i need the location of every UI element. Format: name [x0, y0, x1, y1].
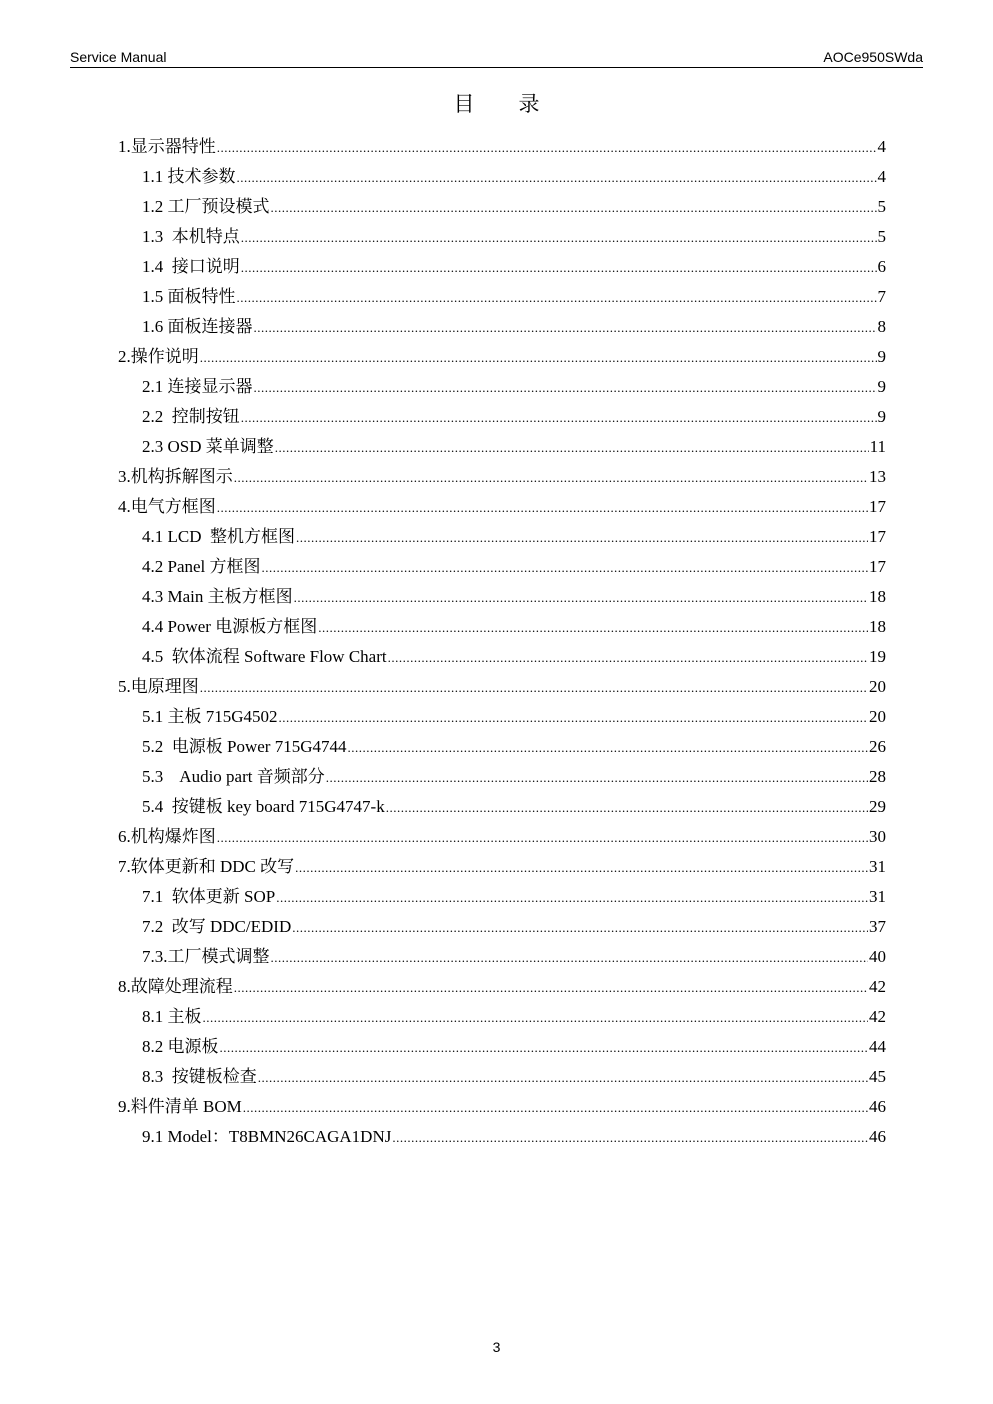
toc-subsection-entry[interactable]	[118, 1124, 886, 1154]
toc-subsection-entry[interactable]	[118, 644, 886, 674]
toc-entry-page-number: 4	[877, 137, 886, 156]
table-of-contents	[118, 134, 886, 1154]
toc-entry-label: 5.电原理图	[118, 677, 199, 696]
toc-dot-leader	[386, 795, 868, 821]
toc-dot-leader	[200, 345, 877, 371]
toc-section-entry[interactable]	[118, 134, 886, 164]
toc-subsection-entry[interactable]	[118, 194, 886, 224]
toc-dot-leader	[271, 195, 877, 221]
toc-subsection-entry[interactable]	[118, 704, 886, 734]
toc-entry-label: 7.1 软体更新 SOP	[142, 887, 276, 906]
toc-entry-page-number: 9	[877, 347, 886, 366]
toc-subsection-entry[interactable]	[118, 434, 886, 464]
toc-section-entry[interactable]	[118, 1094, 886, 1124]
toc-entry-page-number: 20	[869, 677, 886, 696]
toc-entry-page-number: 5	[877, 227, 886, 246]
toc-entry-label: 4.3 Main 主板方框图	[142, 587, 293, 606]
toc-dot-leader	[258, 1065, 868, 1091]
toc-entry-label: 8.1 主板	[142, 1007, 202, 1026]
toc-subsection-entry[interactable]	[118, 884, 886, 914]
toc-entry-page-number: 7	[877, 287, 886, 306]
toc-entry-label: 8.故障处理流程	[118, 977, 233, 996]
toc-dot-leader	[271, 945, 869, 971]
toc-entry-page-number: 29	[869, 797, 886, 816]
toc-entry-page-number: 11	[869, 437, 886, 456]
toc-dot-leader	[262, 555, 868, 581]
toc-section-entry[interactable]	[118, 824, 886, 854]
toc-entry-label: 1.3 本机特点	[142, 227, 240, 246]
toc-subsection-entry[interactable]	[118, 914, 886, 944]
toc-dot-leader	[279, 705, 868, 731]
toc-entry-page-number: 44	[869, 1037, 886, 1056]
toc-dot-leader	[234, 465, 868, 491]
toc-entry-label: 1.2 工厂预设模式	[142, 197, 270, 216]
toc-entry-page-number: 5	[877, 197, 886, 216]
toc-dot-leader	[220, 1035, 869, 1061]
toc-entry-label: 1.5 面板特性	[142, 287, 236, 306]
toc-entry-page-number: 8	[877, 317, 886, 336]
toc-dot-leader	[241, 255, 877, 281]
toc-dot-leader	[275, 435, 869, 461]
toc-entry-page-number: 13	[869, 467, 886, 486]
toc-entry-page-number: 42	[869, 977, 886, 996]
toc-dot-leader	[295, 855, 868, 881]
toc-entry-page-number: 20	[869, 707, 886, 726]
toc-entry-label: 5.2 电源板 Power 715G4744	[142, 737, 347, 756]
toc-entry-page-number: 17	[869, 527, 886, 546]
toc-subsection-entry[interactable]	[118, 164, 886, 194]
toc-entry-page-number: 46	[869, 1097, 886, 1116]
toc-dot-leader	[217, 135, 877, 161]
toc-entry-label: 4.5 软体流程 Software Flow Chart	[142, 647, 387, 666]
toc-entry-label: 5.1 主板 715G4502	[142, 707, 278, 726]
toc-entry-label: 4.2 Panel 方框图	[142, 557, 261, 576]
toc-entry-label: 4.1 LCD 整机方框图	[142, 527, 295, 546]
toc-dot-leader	[200, 675, 868, 701]
toc-entry-label: 1.1 技术参数	[142, 167, 236, 186]
toc-subsection-entry[interactable]	[118, 1064, 886, 1094]
toc-entry-label: 1.显示器特性	[118, 137, 216, 156]
toc-entry-label: 1.4 接口说明	[142, 257, 240, 276]
toc-entry-page-number: 30	[869, 827, 886, 846]
toc-subsection-entry[interactable]	[118, 1034, 886, 1064]
toc-dot-leader	[203, 1005, 869, 1031]
toc-subsection-entry[interactable]	[118, 1004, 886, 1034]
toc-subsection-entry[interactable]	[118, 734, 886, 764]
toc-dot-leader	[254, 375, 877, 401]
toc-subsection-entry[interactable]	[118, 944, 886, 974]
toc-dot-leader	[234, 975, 868, 1001]
toc-entry-label: 8.3 按键板检查	[142, 1067, 257, 1086]
toc-entry-page-number: 18	[869, 587, 886, 606]
toc-dot-leader	[296, 525, 868, 551]
toc-entry-label: 7.2 改写 DDC/EDID	[142, 917, 292, 936]
toc-dot-leader	[294, 585, 868, 611]
toc-entry-label: 2.1 连接显示器	[142, 377, 253, 396]
toc-entry-label: 9.料件清单 BOM	[118, 1097, 242, 1116]
toc-entry-label: 8.2 电源板	[142, 1037, 219, 1056]
toc-dot-leader	[243, 1095, 868, 1121]
toc-dot-leader	[276, 885, 868, 911]
toc-entry-label: 9.1 Model：T8BMN26CAGA1DNJ	[142, 1127, 392, 1146]
toc-subsection-entry[interactable]	[118, 554, 886, 584]
toc-dot-leader	[237, 165, 877, 191]
toc-dot-leader	[388, 645, 868, 671]
toc-entry-page-number: 17	[869, 557, 886, 576]
toc-dot-leader	[347, 735, 868, 761]
toc-dot-leader	[217, 495, 868, 521]
toc-entry-label: 5.4 按键板 key board 715G4747-k	[142, 797, 385, 816]
toc-dot-leader	[292, 915, 868, 941]
toc-subsection-entry[interactable]	[118, 314, 886, 344]
toc-dot-leader	[241, 405, 877, 431]
toc-entry-page-number: 31	[869, 887, 886, 906]
toc-entry-page-number: 42	[869, 1007, 886, 1026]
toc-entry-page-number: 26	[869, 737, 886, 756]
toc-entry-label: 5.3 Audio part 音频部分	[142, 767, 325, 786]
toc-subsection-entry[interactable]	[118, 284, 886, 314]
toc-entry-page-number: 17	[869, 497, 886, 516]
toc-entry-page-number: 40	[869, 947, 886, 966]
toc-entry-page-number: 45	[869, 1067, 886, 1086]
toc-entry-page-number: 4	[877, 167, 886, 186]
toc-entry-label: 4.电气方框图	[118, 497, 216, 516]
toc-entry-label: 7.软体更新和 DDC 改写	[118, 857, 295, 876]
toc-section-entry[interactable]	[118, 674, 886, 704]
toc-entry-label: 3.机构拆解图示	[118, 467, 233, 486]
toc-dot-leader	[326, 765, 868, 791]
toc-subsection-entry[interactable]	[118, 614, 886, 644]
toc-entry-page-number: 31	[869, 857, 886, 876]
toc-section-entry[interactable]	[118, 494, 886, 524]
toc-dot-leader	[237, 285, 877, 311]
toc-entry-label: 6.机构爆炸图	[118, 827, 216, 846]
toc-entry-page-number: 28	[869, 767, 886, 786]
toc-dot-leader	[254, 315, 877, 341]
toc-section-entry[interactable]	[118, 854, 886, 884]
toc-subsection-entry[interactable]	[118, 254, 886, 284]
toc-entry-label: 2.3 OSD 菜单调整	[142, 437, 274, 456]
toc-dot-leader	[217, 825, 868, 851]
toc-subsection-entry[interactable]	[118, 374, 886, 404]
toc-dot-leader	[241, 225, 877, 251]
page-number: 3	[492, 1339, 501, 1355]
toc-entry-page-number: 9	[877, 407, 886, 426]
toc-section-entry[interactable]	[118, 974, 886, 1004]
toc-subsection-entry[interactable]	[118, 764, 886, 794]
toc-section-entry[interactable]	[118, 344, 886, 374]
toc-entry-label: 2.2 控制按钮	[142, 407, 240, 426]
toc-dot-leader	[392, 1125, 868, 1151]
toc-entry-page-number: 19	[869, 647, 886, 666]
page-header	[70, 47, 923, 68]
toc-section-entry[interactable]	[118, 464, 886, 494]
header-manual-title: Service Manual	[70, 49, 167, 65]
toc-subsection-entry[interactable]	[118, 404, 886, 434]
toc-dot-leader	[318, 615, 868, 641]
toc-subsection-entry[interactable]	[118, 524, 886, 554]
toc-subsection-entry[interactable]	[118, 224, 886, 254]
toc-subsection-entry[interactable]	[118, 794, 886, 824]
page-title: 目录	[453, 92, 584, 116]
toc-entry-page-number: 6	[877, 257, 886, 276]
toc-entry-label: 1.6 面板连接器	[142, 317, 253, 336]
toc-entry-page-number: 18	[869, 617, 886, 636]
toc-entry-page-number: 37	[869, 917, 886, 936]
toc-entry-page-number: 46	[869, 1127, 886, 1146]
toc-entry-label: 4.4 Power 电源板方框图	[142, 617, 318, 636]
toc-subsection-entry[interactable]	[118, 584, 886, 614]
toc-entry-label: 7.3.工厂模式调整	[142, 947, 270, 966]
header-model-name: AOCe950SWda	[823, 49, 923, 65]
toc-entry-page-number: 9	[877, 377, 886, 396]
toc-entry-label: 2.操作说明	[118, 347, 199, 366]
